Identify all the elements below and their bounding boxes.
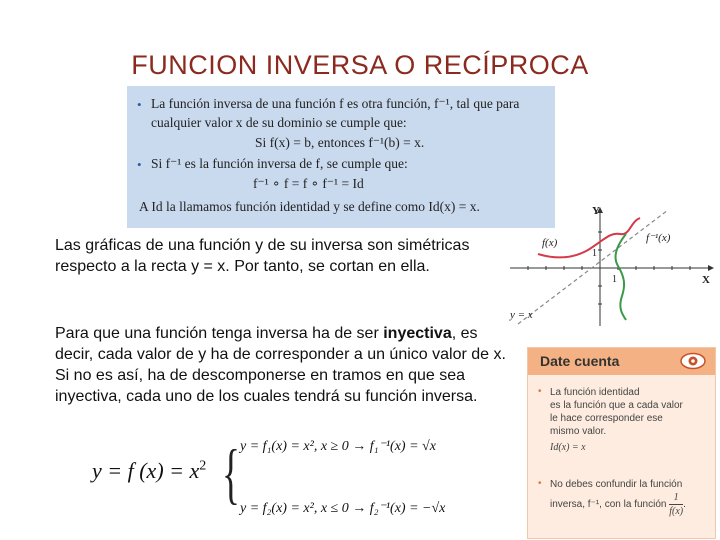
date-cuenta-item-2	[550, 478, 706, 518]
paragraph-injective-post: , es decir, cada valor de y ha de corresponder a un único valor de x. Si no es así, ha de descomponerse en tramos en que sea inyectiva, cada uno de los cuales tendrá su función inversa.	[55, 325, 506, 405]
formula-case-2: y = f₂(x) = x², x ≤ 0 → f₂⁻¹(x) = −√x	[240, 501, 446, 516]
bullet-icon: •	[137, 157, 142, 172]
item1-line-1: La función identidad	[550, 387, 640, 398]
inverse-function-graph	[508, 200, 720, 328]
definition-line-1: La función inversa de una función f es otra función, f⁻¹, tal que para	[151, 96, 520, 111]
paragraph-injective-pre: Para que una función tenga inversa ha de ser	[55, 325, 384, 342]
date-cuenta-header	[528, 348, 715, 375]
definition-line-4: Si f⁻¹ es la función inversa de f, se cumple que:	[151, 156, 408, 171]
identity-label: y = x	[510, 309, 533, 321]
y-tick-label: 1	[592, 248, 597, 259]
fraction-denominator: f(x)	[669, 506, 684, 517]
definition-line-5: f⁻¹ ∘ f = f ∘ f⁻¹ = Id	[253, 176, 364, 191]
item1-line-3: le hace corresponder ese	[550, 413, 663, 424]
definition-line-6: A Id la llamamos función identidad y se define como Id(x) = x.	[139, 199, 480, 214]
x-axis-label: X	[702, 274, 710, 286]
formula-case-1: y = f₁(x) = x², x ≥ 0 → f₁⁻¹(x) = √x	[240, 439, 436, 454]
reciprocal-fraction	[669, 491, 683, 518]
paragraph-symmetry: Las gráficas de una función y de su inversa son simétricas respecto a la recta y = x. Por tanto, se cortan en ella.	[55, 237, 470, 275]
f-inverse-label: f⁻¹(x)	[646, 232, 671, 244]
bullet-icon: •	[538, 478, 542, 489]
item2-post: .	[683, 499, 686, 511]
paragraph-injective	[55, 323, 517, 407]
brace-icon: {	[222, 435, 240, 511]
item1-line-4: mismo valor.	[550, 426, 607, 437]
definition-line-3: Si f(x) = b, entonces f⁻¹(b) = x.	[255, 135, 425, 150]
paragraph-injective-bold: inyectiva	[383, 325, 452, 342]
definition-line-2: cualquier valor x de su dominio se cumple que:	[151, 115, 407, 130]
y-axis-label: Y	[592, 205, 600, 217]
date-cuenta-item-1	[550, 386, 700, 454]
identity-line	[518, 210, 668, 324]
item2-text: No debes confundir la función inversa, f⁻¹, con la función	[550, 479, 683, 511]
f-inverse-curve	[616, 234, 626, 320]
bullet-icon: •	[538, 386, 542, 397]
fraction-numerator: 1	[669, 491, 683, 505]
date-cuenta-title: Date cuenta	[540, 353, 620, 369]
main-formula-lhs: y = f (x) = x	[92, 458, 200, 483]
item1-formula: Id(x) = x	[550, 442, 586, 453]
main-formula	[92, 458, 206, 484]
page-title: FUNCION INVERSA O RECÍPROCA	[131, 50, 589, 80]
eye-icon	[680, 352, 706, 370]
main-formula-exponent: 2	[199, 458, 207, 474]
date-cuenta-box	[527, 347, 716, 539]
x-tick-label: 1	[612, 274, 617, 285]
bullet-icon: •	[137, 97, 142, 112]
f-label: f(x)	[542, 237, 558, 249]
item1-line-2: es la función que a cada valor	[550, 400, 683, 411]
x-axis-arrow-icon	[708, 265, 714, 271]
definition-box	[127, 86, 555, 228]
